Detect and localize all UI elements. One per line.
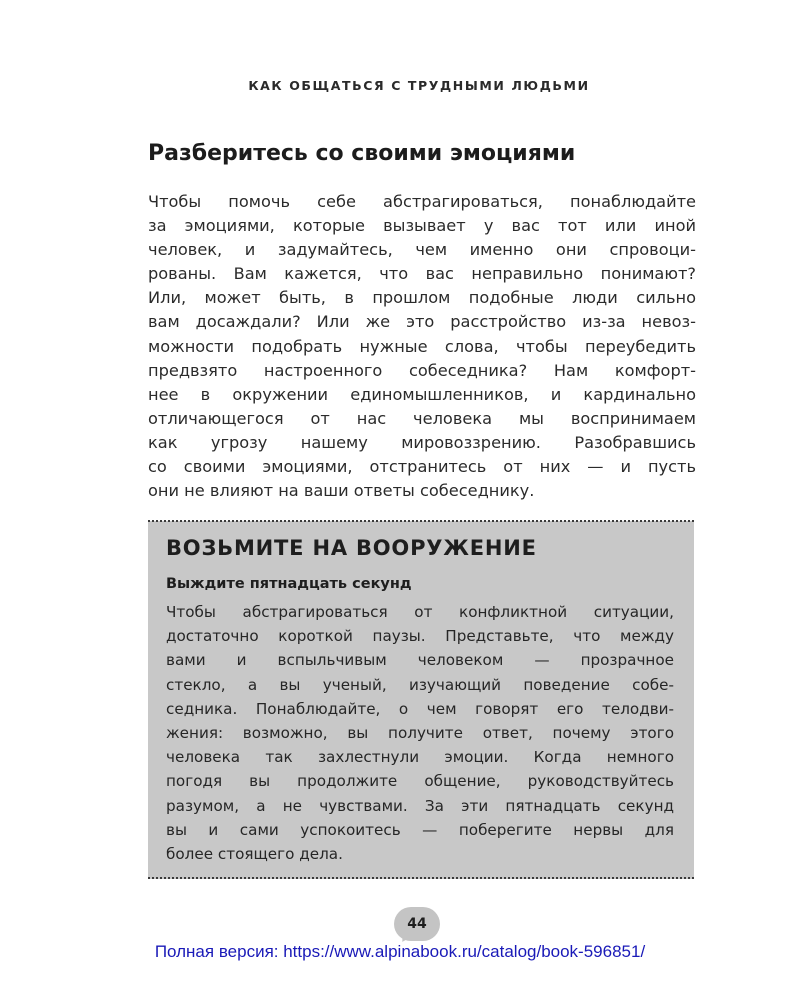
sidebar-line: жения: возможно, вы получите ответ, почему этого [166,723,674,742]
body-line: человек, и задумайтесь, чем именно они спровоци- [148,240,696,260]
sidebar-paragraph [166,600,674,866]
sidebar-top-dotted-rule [148,520,694,522]
running-header: КАК ОБЩАТЬСЯ С ТРУДНЫМИ ЛЮДЬМИ [248,78,590,93]
full-version-link[interactable]: Полная версия: https://www.alpinabook.ru/catalog/book-596851/ [154,942,646,961]
body-line: со своими эмоциями, отстранитесь от них — и пусть [148,457,696,477]
body-line: рованы. Вам кажется, что вас неправильно понимают? [148,264,696,284]
sidebar-line: достаточно короткой паузы. Представьте, что между [166,627,674,646]
sidebar-line: более стоящего дела. [166,844,343,863]
sidebar-line: вами и вспыльчивым человеком — прозрачное [166,651,674,670]
sidebar-heading: ВОЗЬМИТЕ НА ВООРУЖЕНИЕ [166,536,537,560]
sidebar-subheading: Выждите пятнадцать секунд [166,576,412,592]
page-number: 44 [394,907,440,941]
sidebar-line: седника. Понаблюдайте, о чем говорят его телодви- [166,699,674,718]
sidebar-line: человека так захлестнули эмоции. Когда немного [166,748,674,767]
sidebar-line: вы и сами успокоитесь — поберегите нервы для [166,820,674,839]
sidebar-line: разумом, а не чувствами. За эти пятнадцать секунд [166,796,674,815]
body-line: они не влияют на ваши ответы собеседнику. [148,481,535,501]
body-line: вам досаждали? Или же это расстройство из-за невоз- [148,312,696,332]
sidebar-line: Чтобы абстрагироваться от конфликтной ситуации, [166,603,674,621]
body-line: нее в окружении единомышленников, и кардинально [148,384,696,404]
body-line: за эмоциями, которые вызывает у вас тот или иной [148,216,696,236]
body-line: предвзято настроенного собеседника? Нам комфорт- [148,360,696,380]
body-line: Чтобы помочь себе абстрагироваться, понаблюдайте [148,192,696,211]
sidebar-line: стекло, а вы ученый, изучающий поведение собе- [166,675,674,694]
section-title: Разберитесь со своими эмоциями [148,141,576,166]
sidebar-bottom-dotted-rule [148,877,694,879]
sidebar-line: погодя вы продолжите общение, руководствуйтесь [166,772,674,791]
body-line: отличающегося от нас человека мы воспринимаем [148,408,696,428]
body-line: как угрозу нашему мировоззрению. Разобравшись [148,432,696,452]
body-paragraph [148,190,696,503]
body-line: можности подобрать нужные слова, чтобы переубедить [148,336,696,356]
body-line: Или, может быть, в прошлом подобные люди сильно [148,288,696,308]
